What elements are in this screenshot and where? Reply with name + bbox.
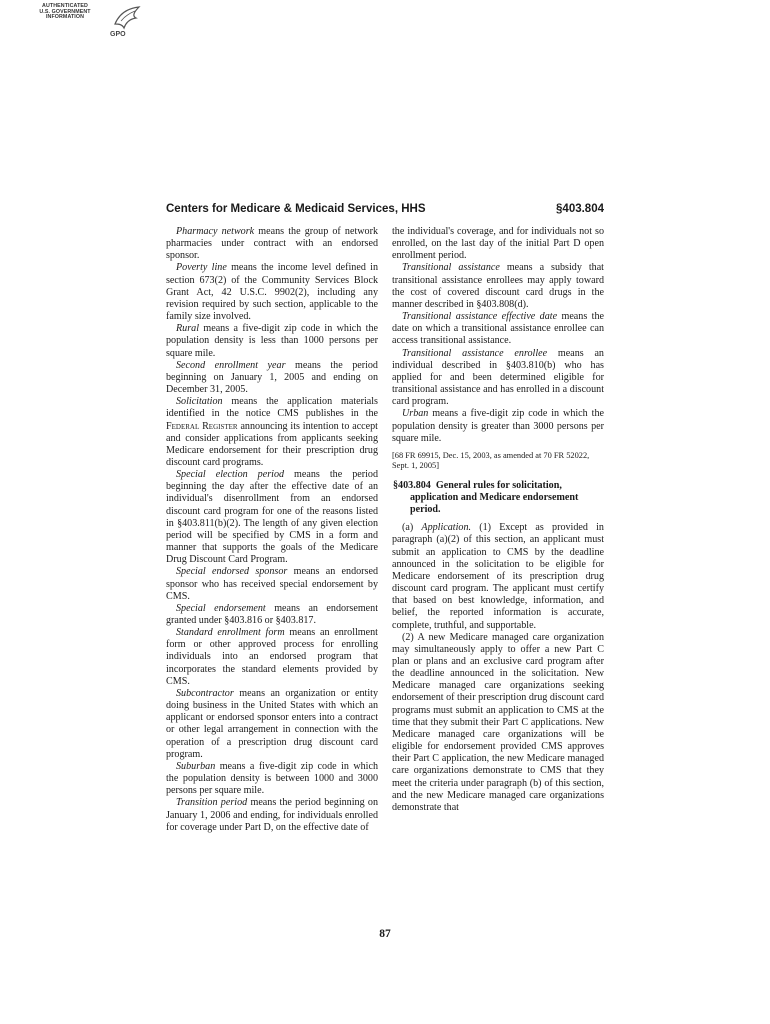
- paragraph-text: (1) Except as provided in paragraph (a)(2) of this section, an applicant must submit an application to CMS by the deadline announced in the solicitation to be eligible for Medicare endorsement of its prescription drug discount card program. The applicant must certify that based on best knowledge, information, and belief, the reported information is accurate, complete, truthful, and supportable.: [392, 522, 604, 631]
- paragraph-a-2: (2) A new Medicare managed care organization may simultaneously apply to offer a new Part C plan or plans and an exclusive card program after the deadline announced in the solicitation. New Medicare managed care organizations seeking endorsement of their prescription drug discount card programs must submit an application to CMS at the time that they submit their Part C applications. New Medicare managed care organizations will be eligible for endorsement provided CMS approves their Part C application, the new Medicare managed care organizations demonstrate to CMS that they meet the criteria under paragraph (b) of this section, and the new Medicare managed care organizations demonstrate that: [392, 631, 604, 813]
- definition-text: means an endorsed sponsor who has received special endorsement by CMS.: [166, 566, 378, 602]
- agency-title: Centers for Medicare & Medicaid Services, HHS: [166, 203, 426, 215]
- definition-paragraph: [166, 360, 378, 396]
- definition-text: means an enrollment form or other approved process for enrolling individuals into an endorsed program that incorporates the standard elements provided by CMS.: [166, 627, 378, 687]
- defined-term: Special endorsed sponsor: [176, 566, 288, 578]
- definition-paragraph: [392, 408, 604, 444]
- definition-text: means the income level defined in section 673(2) of the Community Services Block Grant Act, 42 U.S.C. 9902(2), including any revision required by such section, applicable to the family size involved.: [166, 262, 378, 323]
- paragraph-heading: Application.: [421, 522, 472, 534]
- definition-paragraph: [392, 348, 604, 409]
- federal-register-name: Federal Register: [166, 420, 238, 432]
- definition-text: announcing its intention to accept and consider applications from applicants seeking Medicare endorsement for their prescription drug discount card programs.: [166, 420, 378, 468]
- definition-paragraph: [392, 262, 604, 311]
- seal-line-1: AUTHENTICATED: [42, 3, 88, 9]
- definition-paragraph: [166, 627, 378, 688]
- definition-paragraph: [166, 761, 378, 797]
- definition-text: means the group of network pharmacies under contract with an endorsed sponsor.: [166, 226, 378, 262]
- seal-line-3: INFORMATION: [45, 14, 85, 21]
- definition-text: means a five-digit zip code in which the population density is between 1000 and 3000 persons per square mile.: [166, 760, 378, 797]
- seal-text: [30, 4, 100, 21]
- seal-line-2: U.S. GOVERNMENT: [39, 8, 91, 15]
- defined-term: Poverty line: [176, 262, 227, 274]
- definition-text: means an individual described in §403.810(b) who has applied for and been determined eligible for transitional assistance and has enrolled in a discount card program.: [392, 347, 604, 408]
- section-heading-title: General rules for solicitation, application and Medicare endorsement period.: [410, 479, 579, 516]
- definition-paragraph: [166, 226, 378, 262]
- definition-text: means a five-digit zip code in which the population density is less than 1000 persons per square mile.: [166, 323, 378, 359]
- defined-term: Transitional assistance: [402, 262, 500, 274]
- page-number: 87: [379, 928, 391, 940]
- gpo-label: GPO: [110, 31, 126, 38]
- definition-text: means a five-digit zip code in which the population density is greater than 3000 persons per square mile.: [392, 408, 604, 444]
- definition-text: means the application materials identified in the notice CMS publishes in the: [166, 396, 378, 420]
- left-column: [166, 226, 378, 834]
- definition-paragraph: [392, 311, 604, 347]
- definition-paragraph: [166, 566, 378, 602]
- definition-paragraph: [166, 262, 378, 323]
- definition-text: means a subsidy that transitional assistance enrollees may apply toward the cost of covered discount card drugs in the manner described in §403.808(d).: [392, 262, 604, 310]
- definition-text: means an organization or entity doing business in the United States with which an applicant or endorsed sponsor enters into a contract or other legal arrangement in connection with the operation of a prescription drug discount card program.: [166, 687, 378, 760]
- definition-text: means the period beginning the day after the effective date of an individual's disenrollment from an endorsed discount card program for one of the reasons listed in §403.811(b)(2). The length of any given election period will be specified by CMS in a form and manner that supports the goals of the Medicare Drug Discount Card Program.: [166, 469, 378, 566]
- defined-term: Subcontractor: [176, 687, 234, 699]
- definition-text: means the period beginning on January 1, 2006 and ending, for individuals enrolled for coverage under Part D, on the effective date of: [166, 797, 378, 833]
- paragraph-a: [392, 522, 604, 631]
- defined-term: Rural: [176, 323, 199, 335]
- definition-paragraph: [166, 396, 378, 469]
- defined-term: Transition period: [176, 797, 248, 809]
- defined-term: Transitional assistance effective date: [402, 311, 558, 323]
- defined-term: Second enrollment year: [176, 359, 286, 371]
- defined-term: Pharmacy network: [176, 226, 255, 237]
- definition-paragraph: [166, 323, 378, 359]
- defined-term: Solicitation: [176, 396, 223, 408]
- defined-term: Special election period: [176, 469, 285, 481]
- defined-term: Special endorsement: [176, 602, 266, 614]
- amendment-citation: [68 FR 69915, Dec. 15, 2003, as amended at 70 FR 52022, Sept. 1, 2005]: [392, 450, 590, 471]
- definition-paragraph: [166, 603, 378, 627]
- definition-paragraph: [166, 797, 378, 833]
- section-heading-number: §403.804: [393, 479, 431, 491]
- section-number-header: §403.804: [556, 203, 604, 215]
- defined-term: Transitional assistance enrollee: [402, 347, 548, 359]
- defined-term: Standard enrollment form: [176, 627, 285, 639]
- definition-paragraph: [166, 469, 378, 566]
- definition-paragraph: [166, 688, 378, 761]
- definition-text: means the date on which a transitional assistance enrollee can access transitional assistance.: [392, 311, 604, 347]
- defined-term: Suburban: [176, 760, 216, 772]
- running-head: [166, 203, 604, 219]
- gpo-authentication-seal: [30, 4, 142, 48]
- defined-term: Urban: [402, 408, 429, 420]
- right-column: [392, 226, 604, 814]
- definition-text: means the period beginning on January 1, 2005 and ending on December 31, 2005.: [166, 359, 378, 396]
- eagle-icon: [112, 4, 142, 34]
- section-heading: [392, 480, 604, 516]
- continued-paragraph: the individual's coverage, and for individuals not so enrolled, on the last day of the initial Part D open enrollment period.: [392, 226, 604, 262]
- paragraph-label: (a): [402, 522, 422, 534]
- definition-text: means an endorsement granted under §403.816 or §403.817.: [166, 602, 378, 626]
